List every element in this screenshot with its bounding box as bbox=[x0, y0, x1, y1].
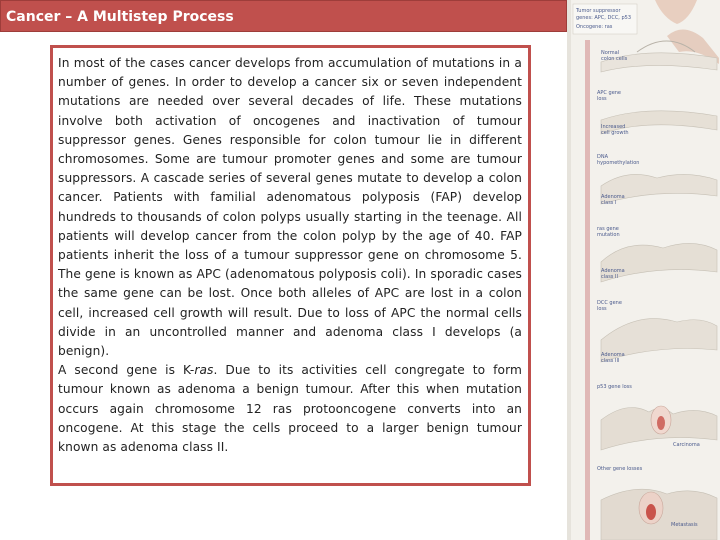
label-p53: p53 gene loss bbox=[597, 384, 632, 390]
label-metastasis: Metastasis bbox=[671, 522, 698, 528]
text-box bbox=[50, 45, 531, 486]
label-adenoma-3: Adenoma bbox=[601, 352, 625, 358]
label-dna: DNA bbox=[597, 154, 609, 160]
paragraph-2-end: . Due to its activities cell congregate to form tumour known as adenoma a benign tumour. After this when mutation occurs again chromosome 12 ras protooncogene converts into an oncogene. At this stage the cells proceed to a larger benign tumour known as adenoma class II. bbox=[58, 363, 522, 455]
label-adenoma-1b: class I bbox=[601, 200, 617, 206]
label-apc-2: loss bbox=[597, 96, 607, 102]
title-bar bbox=[0, 0, 567, 34]
legend-line-2: genes: APC, DCC, p53 bbox=[576, 15, 632, 21]
label-increased-2: cell growth bbox=[601, 130, 629, 136]
label-normal-2: colon cells bbox=[601, 56, 628, 62]
label-dna-2: hypomethylation bbox=[597, 160, 640, 166]
label-ras: ras gene bbox=[597, 226, 619, 232]
paragraph-2-italic: ras bbox=[194, 363, 214, 378]
slide-title: Cancer – A Multistep Process bbox=[6, 9, 234, 25]
label-other: Other gene losses bbox=[597, 466, 643, 472]
label-normal: Normal bbox=[601, 50, 620, 56]
legend-line-3: Oncogene: ras bbox=[576, 24, 613, 30]
label-adenoma-2b: class II bbox=[601, 274, 618, 280]
label-increased: Increased bbox=[601, 124, 626, 130]
label-adenoma-3b: class III bbox=[601, 358, 620, 364]
paragraph-2-start: A second gene is K- bbox=[58, 363, 195, 378]
figure-illustration bbox=[567, 0, 720, 540]
paragraph-2 bbox=[58, 361, 522, 457]
label-adenoma-2: Adenoma bbox=[601, 268, 625, 274]
label-dcc: DCC gene bbox=[597, 300, 622, 306]
multistep-figure bbox=[567, 0, 720, 540]
paragraph-1: In most of the cases cancer develops from accumulation of mutations in a number of genes. In order to develop a cancer six or seven independent mutations are needed over several decades of life. These mutations involve both activation of oncogenes and inactivation of tumour suppressor genes. Genes responsible for colon tumour lie in different chromosomes. Some are tumour promoter genes and some are tumour suppressors. A cascade series of several genes mutate to develop a colon cancer. Patients with familial adenomatous polyposis (FAP) develop hundreds to thousands of colon polyps usually starting in the teenage. All patients will develop cancer from the colon polyp by the age of 40. FAP patients inherit the loss of a tumour suppressor gene on chromosome 5. The gene is known as APC (adenomatous polyposis coli). In sporadic cases the same gene can be lost. Once both alleles of APC are lost in a colon cell, increased cell growth will result. Due to loss of APC the normal cells divide in an uncontrolled manner and adenoma class I develops (a benign). bbox=[58, 56, 522, 359]
legend-box bbox=[573, 4, 637, 34]
label-carcinoma: Carcinoma bbox=[673, 442, 700, 448]
label-ras-2: mutation bbox=[597, 232, 620, 238]
label-apc: APC gene bbox=[597, 90, 622, 96]
label-adenoma-1: Adenoma bbox=[601, 194, 625, 200]
label-dcc-2: loss bbox=[597, 306, 607, 312]
legend-line-1: Tumor suppressor bbox=[576, 8, 621, 14]
